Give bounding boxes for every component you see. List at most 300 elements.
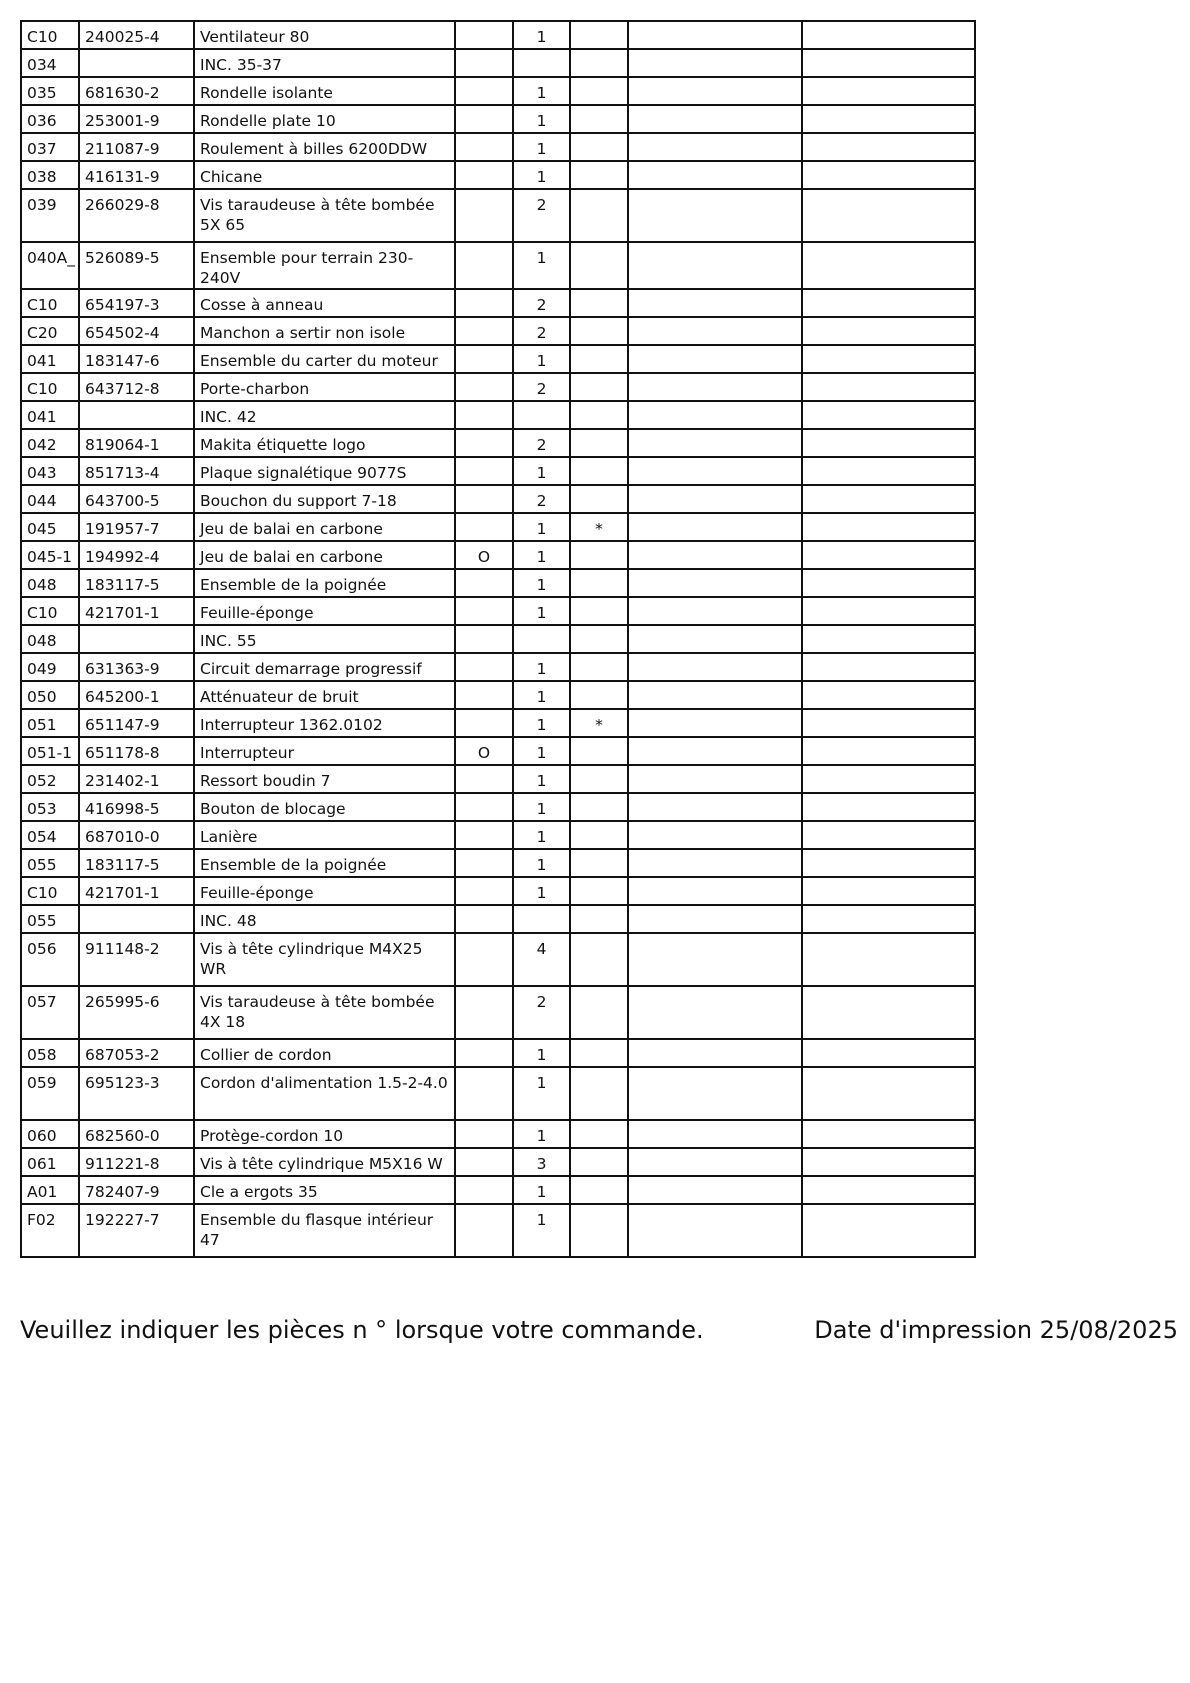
table-row [21,541,975,569]
blank-cell [802,849,975,877]
blank-cell [628,289,802,317]
blank-cell [802,1204,975,1257]
blank-cell [802,793,975,821]
blank-cell [802,737,975,765]
parts-table-body [21,21,975,1257]
blank-cell [802,905,975,933]
ref-cell: 038 [21,161,79,189]
ref-cell: 045-1 [21,541,79,569]
description-cell: Atténuateur de bruit [194,681,455,709]
blank-cell [628,849,802,877]
blank-cell [802,317,975,345]
description-cell: Makita étiquette logo [194,429,455,457]
ref-cell: 053 [21,793,79,821]
mark-cell [570,133,628,161]
mark-cell [570,485,628,513]
ref-cell: 034 [21,49,79,77]
table-row [21,345,975,373]
part-number-cell [79,401,194,429]
quantity-cell: 1 [513,541,570,569]
quantity-cell: 1 [513,457,570,485]
mark-cell [570,161,628,189]
part-number-cell: 191957-7 [79,513,194,541]
part-number-cell: 211087-9 [79,133,194,161]
quantity-cell: 1 [513,793,570,821]
part-number-cell: 651178-8 [79,737,194,765]
table-row [21,569,975,597]
table-row [21,653,975,681]
blank-cell [628,105,802,133]
note-cell [455,1148,513,1176]
quantity-cell: 2 [513,485,570,513]
table-row [21,625,975,653]
note-cell [455,401,513,429]
ref-cell: 039 [21,189,79,242]
ref-cell: 040A_ [21,242,79,289]
blank-cell [628,21,802,49]
note-cell [455,485,513,513]
blank-cell [802,986,975,1039]
blank-cell [802,933,975,986]
blank-cell [802,1039,975,1067]
description-cell: Porte-charbon [194,373,455,401]
part-number-cell: 687010-0 [79,821,194,849]
table-row [21,849,975,877]
description-cell: INC. 42 [194,401,455,429]
blank-cell [628,1067,802,1120]
description-cell: Plaque signalétique 9077S [194,457,455,485]
order-instruction: Veuillez indiquer les pièces n ° lorsque votre commande. [20,1316,704,1344]
ref-cell: C10 [21,877,79,905]
table-row [21,105,975,133]
ref-cell: 037 [21,133,79,161]
blank-cell [628,457,802,485]
blank-cell [628,373,802,401]
mark-cell [570,105,628,133]
ref-cell: 041 [21,345,79,373]
ref-cell: 042 [21,429,79,457]
part-number-cell: 911221-8 [79,1148,194,1176]
description-cell: INC. 35-37 [194,49,455,77]
blank-cell [628,401,802,429]
blank-cell [628,541,802,569]
quantity-cell: 1 [513,1204,570,1257]
blank-cell [802,513,975,541]
table-row [21,1148,975,1176]
part-number-cell: 266029-8 [79,189,194,242]
description-cell: Jeu de balai en carbone [194,513,455,541]
note-cell [455,189,513,242]
blank-cell [628,986,802,1039]
table-row [21,21,975,49]
blank-cell [628,49,802,77]
table-row [21,1176,975,1204]
ref-cell: 051-1 [21,737,79,765]
ref-cell: 052 [21,765,79,793]
description-cell: Roulement à billes 6200DDW [194,133,455,161]
blank-cell [802,765,975,793]
ref-cell: 056 [21,933,79,986]
part-number-cell: 416998-5 [79,793,194,821]
quantity-cell [513,401,570,429]
table-row [21,133,975,161]
note-cell: O [455,541,513,569]
note-cell [455,625,513,653]
note-cell [455,1039,513,1067]
blank-cell [628,905,802,933]
description-cell: Chicane [194,161,455,189]
table-row [21,793,975,821]
description-cell: Vis à tête cylindrique M5X16 W [194,1148,455,1176]
mark-cell [570,49,628,77]
note-cell [455,457,513,485]
description-cell: Ensemble de la poignée [194,569,455,597]
description-cell: Circuit demarrage progressif [194,653,455,681]
table-row [21,1120,975,1148]
note-cell [455,133,513,161]
part-number-cell: 851713-4 [79,457,194,485]
quantity-cell: 1 [513,161,570,189]
table-row [21,189,975,242]
part-number-cell: 265995-6 [79,986,194,1039]
note-cell [455,289,513,317]
description-cell: Protège-cordon 10 [194,1120,455,1148]
blank-cell [628,242,802,289]
mark-cell [570,877,628,905]
quantity-cell [513,905,570,933]
blank-cell [628,161,802,189]
note-cell: O [455,737,513,765]
parts-table [20,20,976,1258]
ref-cell: 054 [21,821,79,849]
mark-cell [570,1148,628,1176]
mark-cell [570,597,628,625]
quantity-cell: 2 [513,986,570,1039]
print-date: Date d'impression 25/08/2025 [814,1316,1178,1344]
description-cell: INC. 48 [194,905,455,933]
ref-cell: C10 [21,373,79,401]
blank-cell [628,625,802,653]
note-cell [455,793,513,821]
blank-cell [802,541,975,569]
quantity-cell: 1 [513,21,570,49]
quantity-cell: 4 [513,933,570,986]
note-cell [455,905,513,933]
blank-cell [628,597,802,625]
note-cell [455,933,513,986]
table-row [21,1039,975,1067]
description-cell: INC. 55 [194,625,455,653]
mark-cell [570,401,628,429]
blank-cell [802,485,975,513]
blank-cell [802,625,975,653]
table-row [21,986,975,1039]
blank-cell [628,653,802,681]
description-cell: Rondelle plate 10 [194,105,455,133]
table-row [21,161,975,189]
quantity-cell: 1 [513,77,570,105]
ref-cell: C20 [21,317,79,345]
description-cell: Ensemble pour terrain 230-240V [194,242,455,289]
blank-cell [802,877,975,905]
quantity-cell: 1 [513,1039,570,1067]
note-cell [455,345,513,373]
ref-cell: 044 [21,485,79,513]
part-number-cell: 695123-3 [79,1067,194,1120]
note-cell [455,653,513,681]
table-row [21,401,975,429]
description-cell: Collier de cordon [194,1039,455,1067]
quantity-cell [513,625,570,653]
quantity-cell: 1 [513,133,570,161]
blank-cell [628,77,802,105]
ref-cell: 045 [21,513,79,541]
description-cell: Ressort boudin 7 [194,765,455,793]
part-number-cell: 631363-9 [79,653,194,681]
table-row [21,77,975,105]
part-number-cell: 643712-8 [79,373,194,401]
note-cell [455,765,513,793]
blank-cell [802,597,975,625]
blank-cell [802,189,975,242]
mark-cell [570,345,628,373]
table-row [21,485,975,513]
blank-cell [802,1067,975,1120]
part-number-cell [79,625,194,653]
mark-cell [570,77,628,105]
blank-cell [628,1039,802,1067]
ref-cell: C10 [21,597,79,625]
mark-cell [570,905,628,933]
mark-cell [570,189,628,242]
part-number-cell: 782407-9 [79,1176,194,1204]
blank-cell [802,161,975,189]
ref-cell: C10 [21,21,79,49]
part-number-cell: 240025-4 [79,21,194,49]
note-cell [455,709,513,737]
blank-cell [802,133,975,161]
part-number-cell: 194992-4 [79,541,194,569]
table-row [21,242,975,289]
part-number-cell: 421701-1 [79,877,194,905]
blank-cell [628,513,802,541]
blank-cell [802,429,975,457]
mark-cell [570,1176,628,1204]
blank-cell [628,569,802,597]
table-row [21,821,975,849]
ref-cell: 061 [21,1148,79,1176]
quantity-cell: 2 [513,373,570,401]
note-cell [455,373,513,401]
table-row [21,429,975,457]
table-row [21,457,975,485]
blank-cell [628,737,802,765]
blank-cell [802,1176,975,1204]
blank-cell [802,242,975,289]
blank-cell [628,1204,802,1257]
quantity-cell: 1 [513,597,570,625]
part-number-cell: 253001-9 [79,105,194,133]
description-cell: Cordon d'alimentation 1.5-2-4.0 [194,1067,455,1120]
ref-cell: F02 [21,1204,79,1257]
blank-cell [628,793,802,821]
description-cell: Interrupteur [194,737,455,765]
blank-cell [802,373,975,401]
quantity-cell: 1 [513,345,570,373]
blank-cell [802,709,975,737]
quantity-cell: 1 [513,765,570,793]
mark-cell [570,21,628,49]
description-cell: Cle a ergots 35 [194,1176,455,1204]
ref-cell: 055 [21,905,79,933]
mark-cell [570,242,628,289]
blank-cell [628,1120,802,1148]
blank-cell [802,77,975,105]
quantity-cell: 1 [513,105,570,133]
mark-cell [570,289,628,317]
table-row [21,597,975,625]
blank-cell [628,1148,802,1176]
description-cell: Cosse à anneau [194,289,455,317]
part-number-cell: 651147-9 [79,709,194,737]
ref-cell: 051 [21,709,79,737]
blank-cell [802,401,975,429]
blank-cell [628,345,802,373]
blank-cell [628,317,802,345]
mark-cell [570,569,628,597]
mark-cell [570,737,628,765]
table-row [21,877,975,905]
quantity-cell [513,49,570,77]
quantity-cell: 1 [513,242,570,289]
table-row [21,765,975,793]
note-cell [455,1204,513,1257]
part-number-cell: 643700-5 [79,485,194,513]
note-cell [455,77,513,105]
part-number-cell [79,49,194,77]
part-number-cell: 654197-3 [79,289,194,317]
ref-cell: A01 [21,1176,79,1204]
blank-cell [628,765,802,793]
part-number-cell: 654502-4 [79,317,194,345]
note-cell [455,569,513,597]
blank-cell [802,1148,975,1176]
part-number-cell: 645200-1 [79,681,194,709]
part-number-cell: 192227-7 [79,1204,194,1257]
mark-cell [570,933,628,986]
blank-cell [628,1176,802,1204]
part-number-cell: 183117-5 [79,569,194,597]
quantity-cell: 1 [513,877,570,905]
mark-cell [570,1204,628,1257]
quantity-cell: 1 [513,849,570,877]
blank-cell [802,289,975,317]
ref-cell: 036 [21,105,79,133]
table-row [21,1204,975,1257]
quantity-cell: 1 [513,737,570,765]
blank-cell [628,189,802,242]
mark-cell [570,653,628,681]
description-cell: Lanière [194,821,455,849]
mark-cell [570,1120,628,1148]
description-cell: Manchon a sertir non isole [194,317,455,345]
description-cell: Ventilateur 80 [194,21,455,49]
part-number-cell: 231402-1 [79,765,194,793]
blank-cell [802,457,975,485]
ref-cell: 041 [21,401,79,429]
part-number-cell: 687053-2 [79,1039,194,1067]
part-number-cell: 421701-1 [79,597,194,625]
part-number-cell: 416131-9 [79,161,194,189]
note-cell [455,681,513,709]
blank-cell [802,105,975,133]
table-row [21,317,975,345]
quantity-cell: 2 [513,289,570,317]
blank-cell [802,21,975,49]
ref-cell: 057 [21,986,79,1039]
mark-cell [570,541,628,569]
note-cell [455,242,513,289]
table-row [21,49,975,77]
note-cell [455,597,513,625]
note-cell [455,429,513,457]
quantity-cell: 2 [513,189,570,242]
quantity-cell: 1 [513,1120,570,1148]
table-row [21,905,975,933]
mark-cell: * [570,709,628,737]
ref-cell: 058 [21,1039,79,1067]
ref-cell: 049 [21,653,79,681]
ref-cell: 050 [21,681,79,709]
note-cell [455,513,513,541]
part-number-cell: 819064-1 [79,429,194,457]
part-number-cell: 681630-2 [79,77,194,105]
blank-cell [628,821,802,849]
table-row [21,737,975,765]
quantity-cell: 2 [513,429,570,457]
description-cell: Rondelle isolante [194,77,455,105]
mark-cell [570,1039,628,1067]
part-number-cell: 682560-0 [79,1120,194,1148]
blank-cell [628,133,802,161]
note-cell [455,821,513,849]
ref-cell: 060 [21,1120,79,1148]
description-cell: Ensemble de la poignée [194,849,455,877]
description-cell: Vis taraudeuse à tête bombée 4X 18 [194,986,455,1039]
mark-cell [570,821,628,849]
mark-cell [570,625,628,653]
blank-cell [802,653,975,681]
note-cell [455,49,513,77]
quantity-cell: 1 [513,513,570,541]
quantity-cell: 1 [513,1176,570,1204]
table-row [21,1067,975,1120]
note-cell [455,1120,513,1148]
table-row [21,681,975,709]
blank-cell [802,345,975,373]
description-cell: Ensemble du carter du moteur [194,345,455,373]
note-cell [455,317,513,345]
mark-cell [570,373,628,401]
ref-cell: 048 [21,625,79,653]
description-cell: Jeu de balai en carbone [194,541,455,569]
table-row [21,373,975,401]
note-cell [455,105,513,133]
mark-cell [570,793,628,821]
table-row [21,513,975,541]
ref-cell: C10 [21,289,79,317]
blank-cell [802,681,975,709]
